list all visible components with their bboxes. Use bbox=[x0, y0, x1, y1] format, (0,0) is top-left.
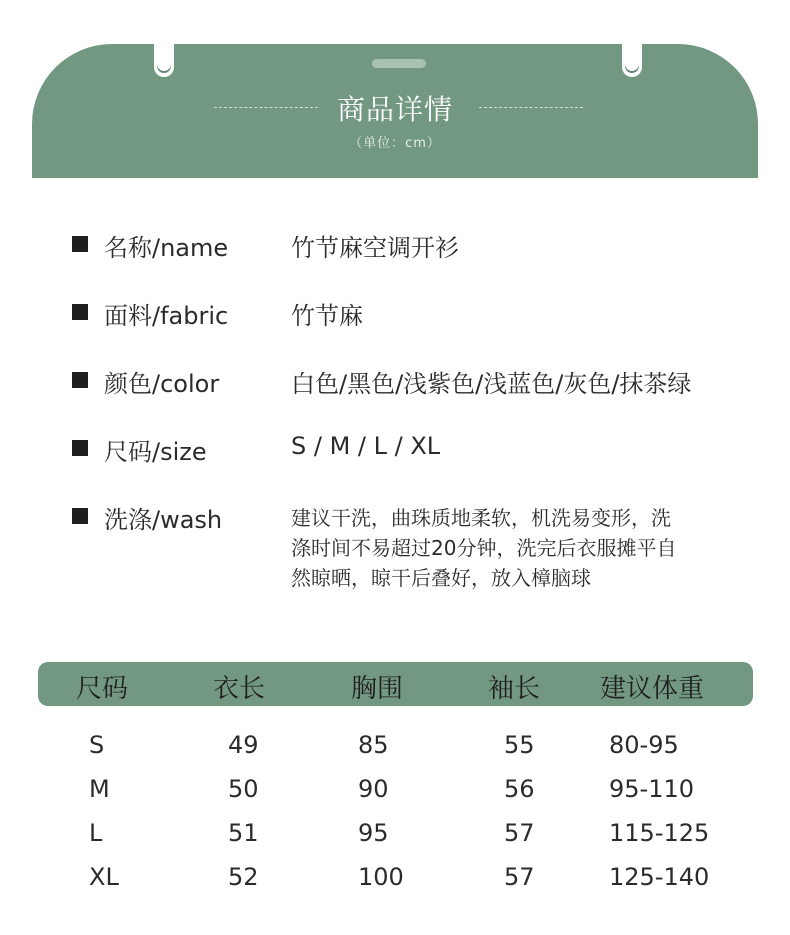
spec-value-fabric: 竹节麻 bbox=[291, 302, 363, 330]
table-cell-sleeve: 55 bbox=[504, 731, 535, 759]
hanger-clip-left bbox=[154, 44, 174, 77]
table-cell-length: 50 bbox=[228, 775, 259, 803]
bullet-square-icon bbox=[72, 508, 88, 524]
table-cell-weight: 115-125 bbox=[609, 819, 710, 847]
table-cell-sleeve: 56 bbox=[504, 775, 535, 803]
col-header-length: 衣长 bbox=[213, 674, 266, 704]
table-cell-chest: 85 bbox=[358, 731, 389, 759]
spec-value-color: 白色/黑色/浅紫色/浅蓝色/灰色/抹茶绿 bbox=[291, 370, 692, 398]
table-cell-length: 49 bbox=[228, 731, 259, 759]
table-cell-weight: 95-110 bbox=[609, 775, 695, 803]
col-header-weight: 建议体重 bbox=[600, 674, 705, 704]
spec-label-color: 颜色/color bbox=[104, 370, 220, 398]
table-cell-chest: 90 bbox=[358, 775, 389, 803]
table-cell-size: XL bbox=[89, 863, 119, 891]
spec-value-size: S / M / L / XL bbox=[291, 432, 441, 460]
wash-instructions-line: 建议干洗，曲珠质地柔软，机洗易变形，洗 bbox=[291, 506, 671, 530]
bullet-square-icon bbox=[72, 304, 88, 320]
spec-value-name: 竹节麻空调开衫 bbox=[291, 234, 459, 262]
table-cell-length: 52 bbox=[228, 863, 259, 891]
col-header-sleeve: 袖长 bbox=[488, 674, 541, 704]
table-cell-size: M bbox=[89, 775, 110, 803]
bullet-square-icon bbox=[72, 440, 88, 456]
table-cell-size: L bbox=[89, 819, 103, 847]
table-cell-length: 51 bbox=[228, 819, 259, 847]
bullet-square-icon bbox=[72, 372, 88, 388]
hanger-clip-right bbox=[622, 44, 642, 77]
table-cell-sleeve: 57 bbox=[504, 819, 535, 847]
table-cell-chest: 95 bbox=[358, 819, 389, 847]
spec-label-name: 名称/name bbox=[104, 234, 229, 262]
table-cell-weight: 80-95 bbox=[609, 731, 679, 759]
wash-instructions-line: 涤时间不易超过20分钟，洗完后衣服摊平自 bbox=[291, 536, 677, 560]
wash-instructions-line: 然晾晒，晾干后叠好，放入樟脑球 bbox=[291, 566, 591, 590]
table-cell-sleeve: 57 bbox=[504, 863, 535, 891]
unit-note: （单位：cm） bbox=[349, 136, 441, 151]
hanger-bar bbox=[372, 59, 426, 68]
spec-label-wash: 洗涤/wash bbox=[104, 506, 223, 534]
table-cell-weight: 125-140 bbox=[609, 863, 710, 891]
spec-label-fabric: 面料/fabric bbox=[104, 302, 229, 330]
table-cell-chest: 100 bbox=[358, 863, 404, 891]
page-title: 商品详情 bbox=[336, 93, 453, 126]
bullet-square-icon bbox=[72, 236, 88, 252]
col-header-size: 尺码 bbox=[76, 674, 129, 704]
table-cell-size: S bbox=[89, 731, 105, 759]
col-header-chest: 胸围 bbox=[351, 674, 404, 704]
spec-label-size: 尺码/size bbox=[104, 438, 207, 466]
